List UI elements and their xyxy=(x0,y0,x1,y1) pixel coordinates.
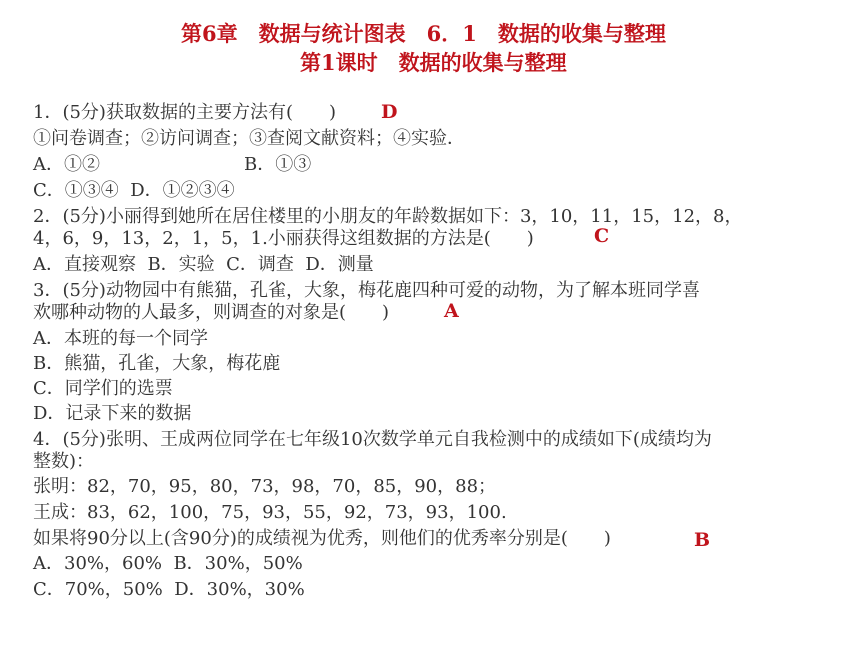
q4-zhangming-scores: 张明：82，70，95，80，73，98，70，85，90，88； xyxy=(33,476,497,497)
q4-stem-cont: 整数)： xyxy=(33,451,95,472)
q3-stem: 3．(5分)动物园中有熊猫，孔雀，大象，梅花鹿四种可爱的动物，为了解本班同学喜 xyxy=(33,280,700,301)
q1-stem: 1．(5分)获取数据的主要方法有( ) xyxy=(33,102,336,123)
lesson-subtitle: 第1课时 数据的收集与整理 xyxy=(300,50,567,75)
q2-choices: A．直接观察 B．实验 C．调查 D．测量 xyxy=(33,254,374,275)
q1-choice-ab: A．①② B．①③ xyxy=(33,154,312,175)
chapter-title: 第6章 数据与统计图表 6．1 数据的收集与整理 xyxy=(181,21,666,46)
q3-answer: A xyxy=(444,300,459,322)
q1-options-list: ①问卷调查；②访问调查；③查阅文献资料；④实验． xyxy=(33,128,465,149)
q2-stem: 2．(5分)小丽得到她所在居住楼里的小朋友的年龄数据如下：3，10，11，15，12，8， xyxy=(33,206,743,227)
q4-choices-cd: C．70%，50% D．30%，30% xyxy=(33,579,305,600)
q4-question: 如果将90分以上(含90分)的成绩视为优秀，则他们的优秀率分别是( ) xyxy=(33,528,611,549)
q3-choice-b: B．熊猫，孔雀，大象，梅花鹿 xyxy=(33,353,281,374)
q4-wangcheng-scores: 王成：83，62，100，75，93，55，92，73，93，100. xyxy=(33,502,507,523)
q3-choice-c: C．同学们的选票 xyxy=(33,378,173,399)
q1-choice-cd: C．①③④ D．①②③④ xyxy=(33,180,235,201)
q3-choice-a: A．本班的每一个同学 xyxy=(33,328,208,349)
q2-stem-cont: 4，6，9，13，2，1，5，1.小丽获得这组数据的方法是( ) xyxy=(33,228,534,249)
q4-answer: B xyxy=(694,529,711,551)
q3-choice-d: D．记录下来的数据 xyxy=(33,403,192,424)
q4-choices-ab: A．30%，60% B．30%，50% xyxy=(33,553,303,574)
q3-stem-cont: 欢哪种动物的人最多，则调查的对象是( ) xyxy=(33,302,390,323)
q1-answer: D xyxy=(381,101,398,123)
q2-answer: C xyxy=(594,225,610,247)
q4-stem: 4．(5分)张明、王成两位同学在七年级10次数学单元自我检测中的成绩如下(成绩均为 xyxy=(33,429,712,450)
